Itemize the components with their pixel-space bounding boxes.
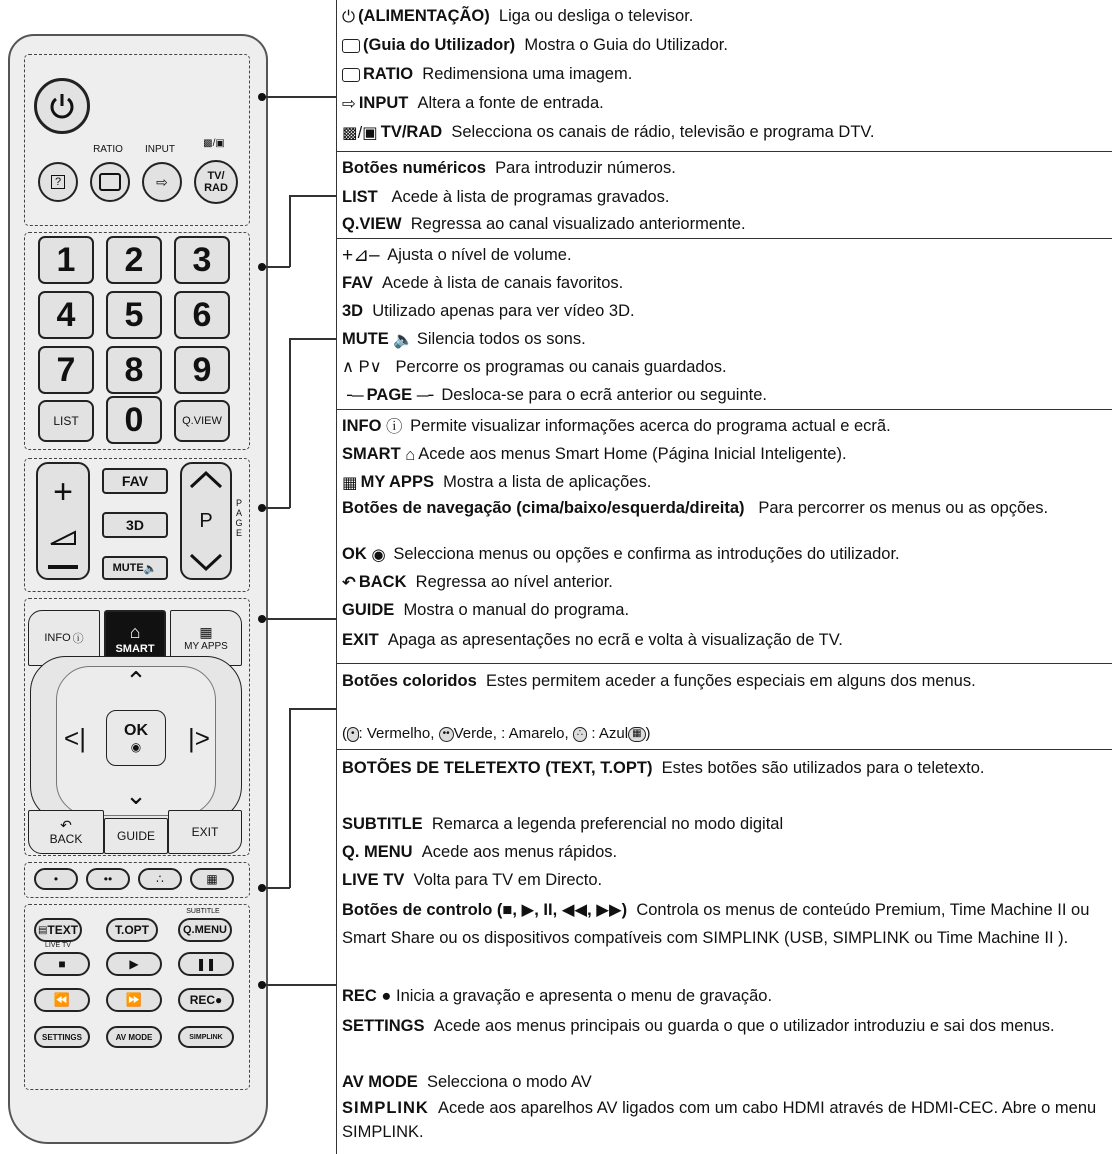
tv-rad-icon: ▩/▣ [203,138,225,149]
home-small-icon: ⌂ [405,445,416,464]
number-6-button[interactable]: 6 [174,291,230,339]
channel-down-icon [188,552,224,572]
guide-line: (Guia do Utilizador) Mostra o Guia do Utilizador. [342,33,1108,57]
number-2-button[interactable]: 2 [106,236,162,284]
channel-label: P [199,509,213,532]
info-small-icon: ⓘ [386,417,403,436]
number-3-button[interactable]: 3 [174,236,230,284]
ok-line: OK ◉ Selecciona menus ou opções e confirma as introduções do utilizador. [342,542,1108,567]
page-side-label: PAGE [235,498,243,538]
text-button[interactable] [34,918,82,942]
remote-control [8,34,268,1144]
exit-line: EXIT Apaga as apresentações no ecrã e volta à visualização de TV. [342,631,843,649]
section-volume [337,239,1112,410]
user-guide-icon: ? [51,175,65,189]
section-power [337,0,1112,152]
live-tv-line: LIVE TV Volta para TV em Directo. [342,871,603,889]
input-small-icon: ⇨ [342,94,356,113]
number-8-button[interactable]: 8 [106,346,162,394]
volume-up-icon: + [53,473,73,512]
av-mode-button[interactable]: AV MODE [106,1026,162,1048]
qmenu-line: Q. MENU Acede aos menus rápidos. [342,843,618,861]
back-label: BACK [49,832,83,846]
number-1-button[interactable]: 1 [38,236,94,284]
subtitle-label: SUBTITLE [186,908,220,915]
power-line: ⏻ (ALIMENTAÇÃO) Liga ou desliga o televisor. [342,4,1108,29]
section-color [337,664,1112,750]
volume-down-icon [48,565,78,569]
back-line: ↶ BACK Regressa ao nível anterior. [342,570,1108,595]
list-button[interactable]: LIST [38,400,94,442]
input-button[interactable] [142,162,182,202]
volume-line: +⊿– Ajusta o nível de volume. [342,244,572,266]
connector-numeric-h2 [289,195,336,197]
connector-nav [262,618,336,620]
connector-dot-nav [258,615,266,623]
connector-teletext [262,984,336,986]
my-apps-label: MY APPS [184,641,228,652]
ratio-small-icon [342,68,360,82]
rec-icon: ● [215,993,223,1007]
volume-small-icon: +⊿– [342,244,380,266]
teletext-line: BOTÕES DE TELETEXTO (TEXT, T.OPT) Estes botões são utilizados para o teletexto. [342,759,985,777]
rewind-button[interactable]: ⏪ [34,988,90,1012]
smart-label: SMART [115,642,155,655]
connector-power [262,96,336,98]
subtitle-line: SUBTITLE Remarca a legenda preferencial no modo digital [342,815,784,833]
home-icon: ⌂ [129,621,141,642]
connector-volume-h2 [289,338,336,340]
ok-label: OK [124,722,148,739]
blue-button[interactable]: ▦ [190,868,234,890]
section-nav [337,410,1112,664]
mute-icon: 🔈 [143,562,158,575]
program-line: ∧ P∨ Percorre os programas ou canais guardados. [342,358,727,376]
connector-dot-teletext [258,981,266,989]
tv-rad-button[interactable]: TV/ RAD [194,160,238,204]
channel-rocker[interactable] [180,462,232,580]
3d-button[interactable]: 3D [102,512,168,538]
pause-button[interactable]: ❚❚ [178,952,234,976]
connector-color-h2 [289,708,336,710]
power-small-icon: ⏻ [342,7,356,26]
navigation-line: Botões de navegação (cima/baixo/esquerda/direita) Para percorrer os menus ou as opções. [342,499,1049,517]
section-numeric [337,152,1112,239]
number-5-button[interactable]: 5 [106,291,162,339]
section-teletext [337,750,1112,1154]
connector-dot-power [258,93,266,101]
connector-numeric-v [289,195,291,267]
3d-line: 3D Utilizado apenas para ver vídeo 3D. [342,302,635,320]
connector-numeric-h1 [262,266,290,268]
topt-button[interactable]: T.OPT [106,918,158,942]
connector-volume-h1 [262,507,290,509]
stop-button[interactable]: ■ [34,952,90,976]
volume-rocker[interactable] [36,462,90,580]
input-icon: ⇨ [156,173,168,190]
nav-left-icon[interactable]: <| [64,723,86,753]
number-7-button[interactable]: 7 [38,346,94,394]
numeric-line: Botões numéricos Para introduzir números. [342,159,676,177]
tv-rad-line: ▩/▣ TV/RAD Selecciona os canais de rádio, televisão e programa DTV. [342,120,1108,145]
page-line: ╶─ PAGE ─╴ Desloca-se para o ecrã anterior ou seguinte. [342,383,1108,408]
my-apps-line: ▦ MY APPS Mostra a lista de aplicações. [342,470,1108,495]
green-button[interactable]: •• [86,868,130,890]
text-icon: ▤ [37,924,48,936]
red-small-icon: • [347,727,359,742]
qview-button[interactable]: Q.VIEW [174,400,230,442]
text-label: TEXT [47,923,79,937]
av-mode-line: AV MODE Selecciona o modo AV [342,1073,592,1091]
ok-button[interactable] [106,710,166,766]
number-0-button[interactable]: 0 [106,396,162,444]
back-icon: ↶ [60,817,72,833]
my-apps-small-icon: ▦ [342,473,358,492]
mute-label: MUTE [112,562,144,574]
control-line: Botões de controlo (■, ▶, II, ◀◀, ▶▶) Controla os menus de conteúdo Premium, Time Machine II ou Smart Share ou os dispositivos compatíveis com SIMPLINK (USB, SIMPLINK ou Time Machine II ). [342,901,1090,947]
qmenu-button[interactable]: Q.MENU [178,918,232,942]
page-up-small-icon: ╶─ [342,386,364,405]
page-down-small-icon: ─╴ [416,386,439,405]
input-line: ⇨ INPUT Altera a fonte de entrada. [342,91,1108,116]
volume-icon [49,530,77,546]
color-line: Botões coloridos Estes permitem aceder a funções especiais em alguns dos menus. [342,672,976,690]
back-small-icon: ↶ [342,573,356,592]
rec-button[interactable] [178,988,234,1012]
input-label: INPUT [145,144,175,155]
rec-label: REC [189,993,216,1007]
simplink-line: SIMPLINK Acede aos aparelhos AV ligados com um cabo HDMI através de HDMI-CEC. Abre o menu SIMPLINK. [342,1099,1097,1141]
connector-dot-volume [258,504,266,512]
mute-small-icon: 🔈 [393,330,414,349]
rec-line: REC ● Inicia a gravação e apresenta o menu de gravação. [342,987,773,1005]
info-label: INFO [44,632,71,644]
mute-line: MUTE 🔈 Silencia todos os sons. [342,327,1108,352]
nav-down-icon[interactable]: ⌄ [125,780,147,810]
ratio-button[interactable] [90,162,130,202]
description-panel [336,0,1112,1154]
info-icon: ⓘ [72,633,84,645]
yellow-button[interactable]: ∴ [138,868,182,890]
smart-line: SMART ⌂ Acede aos menus Smart Home (Página Inicial Inteligente). [342,442,1108,467]
simplink-logo: SIMPLINK [342,1099,429,1117]
yellow-small-icon: ∴ [573,727,587,742]
connector-dot-color [258,884,266,892]
red-button[interactable]: • [34,868,78,890]
guide-line-nav: GUIDE Mostra o manual do programa. [342,601,630,619]
nav-right-icon[interactable]: |> [188,723,210,753]
connector-color-v [289,708,291,888]
exit-button[interactable]: EXIT [168,810,242,854]
connector-dot-numeric [258,263,266,271]
back-button[interactable] [28,810,104,854]
blue-small-icon: ▦ [628,727,645,742]
color-list-line: ( • : Vermelho, •• Verde, : Amarelo, ∴ : Azul ▦ ) [342,725,651,742]
guide-button[interactable]: GUIDE [104,818,168,854]
nav-up-icon[interactable]: ⌃ [125,666,147,696]
user-guide-small-icon [342,39,360,53]
play-button[interactable]: ▶ [106,952,162,976]
ratio-label: RATIO [93,144,123,155]
number-9-button[interactable]: 9 [174,346,230,394]
settings-button[interactable]: SETTINGS [34,1026,90,1048]
ok-icon: ◉ [130,740,142,754]
number-4-button[interactable]: 4 [38,291,94,339]
power-icon [47,91,77,121]
simplink-button[interactable]: SIMPLINK [178,1026,234,1048]
green-small-icon: •• [439,727,454,742]
connector-color-h1 [262,887,290,889]
settings-line: SETTINGS Acede aos menus principais ou guarda o que o utilizador introduziu e sai dos menus. [342,1017,1055,1035]
ratio-line: RATIO Redimensiona uma imagem. [342,62,1108,86]
qview-line: Q.VIEW Regressa ao canal visualizado anteriormente. [342,215,746,233]
tv-rad-small-icon: ▩/▣ [342,123,378,142]
live-tv-label: LIVE TV [45,942,71,949]
user-guide-button[interactable] [38,162,78,202]
connector-volume-v [289,338,291,508]
ratio-icon [99,173,121,191]
fast-forward-button[interactable]: ⏩ [106,988,162,1012]
my-apps-icon: ▦ [199,624,213,640]
fav-line: FAV Acede à lista de canais favoritos. [342,274,624,292]
ok-small-icon: ◉ [371,545,386,564]
info-line: INFO ⓘ Permite visualizar informações acerca do programa actual e ecrã. [342,414,1108,439]
mute-button[interactable] [102,556,168,580]
power-button[interactable] [34,78,90,134]
list-line: LIST Acede à lista de programas gravados. [342,188,670,206]
fav-button[interactable]: FAV [102,468,168,494]
channel-up-icon [188,470,224,490]
